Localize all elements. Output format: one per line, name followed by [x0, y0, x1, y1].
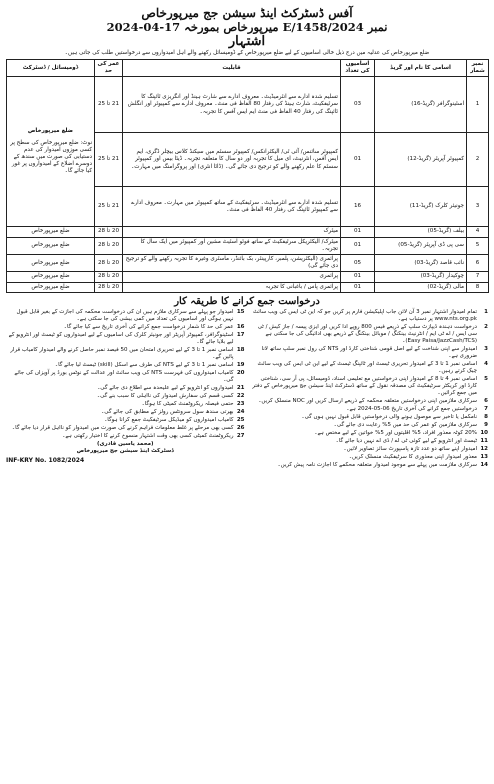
instruction-text: ٹیسٹ اور انٹرویو کے لیے کوئی ٹی اے / ڈی اے نہیں دیا جائے گا۔ — [335, 437, 477, 444]
cell-serial: 3 — [467, 187, 489, 227]
cell-age: 21 تا 25 — [95, 187, 123, 227]
instruction-text: کامیاب امیدواروں کو میڈیکل سرٹیفکیٹ جمع کرانا ہوگا۔ — [104, 416, 234, 423]
cell-post: جونیئر کلرک (گریڈ-11) — [375, 187, 467, 227]
cell-qualification: تسلیم شدہ ادارے سے انٹرمیڈیٹ۔ سرٹیفکیٹ کے ساتھ کمپیوٹر میں مہارت۔ معروف ادارے سے کمپیوٹر ٹائپنگ کی رفتار 40 الفاظ فی منٹ۔ — [123, 187, 341, 227]
instruction-text: نامکمل یا تاخیر سے موصول ہونے والی درخواستیں قابل قبول نہیں ہوں گی۔ — [301, 413, 477, 420]
instruction-text: امیدوار جو پہلے سے سرکاری ملازم ہیں ان کی درخواست محکمہ کی اجازت کے بغیر قابل قبول نہیں ہوگی اور اسامیوں کی تعداد میں کمی بیشی کی جا سکتی ہے۔ — [16, 308, 234, 322]
header — [6, 6, 488, 49]
instruction-item — [6, 362, 245, 369]
instruction-text: 20% کوٹہ معذور افراد، 5% اقلیتوں اور 5% خواتین کے لیے مختص ہے۔ — [314, 429, 477, 436]
instruction-item — [250, 446, 489, 453]
instructions-columns — [6, 309, 488, 470]
office-name: آفس ڈسٹرکٹ اینڈ سیشن جج میرپورخاص — [141, 6, 353, 20]
instruction-item — [250, 462, 489, 469]
table-row — [7, 272, 489, 282]
cell-age: 20 تا 28 — [95, 282, 123, 292]
instruction-item — [6, 409, 245, 416]
instruction-text: کسی بھی مرحلے پر غلط معلومات فراہم کرنے کی صورت میں امیدوار کو نااہل قرار دیا جائے گا۔ — [11, 424, 234, 431]
cell-age: 21 تا 25 — [95, 77, 123, 133]
table-row — [7, 77, 489, 133]
instructions-right-column — [250, 309, 489, 470]
table-row — [7, 282, 489, 292]
instruction-text: عمر کی حد کا شمار درخواست جمع کرانے کی آخری تاریخ سے کیا جائے گا۔ — [63, 323, 234, 330]
instruction-number: 21 — [236, 384, 245, 391]
cell-post: چوکیدار (گریڈ-03) — [375, 272, 467, 282]
instruction-number: 2 — [484, 323, 488, 330]
instruction-text: اسامی نمبر 1 تا 3 کے لیے تحریری امتحان میں 50 فیصد نمبر حاصل کرنے والے امیدوار کامیاب قرار پائیں گے۔ — [10, 346, 234, 360]
instruction-text: درخواستیں جمع کرانے کی آخری تاریخ 06-05-2024 ہے۔ — [346, 405, 477, 412]
instruction-item — [6, 425, 245, 432]
cell-qualification: میٹرک/ الیکٹریکل سرٹیفکیٹ کے ساتھ فوٹو اسٹیٹ مشین اور کمپیوٹر میں ایک سال کا تجربہ۔ — [123, 237, 341, 254]
ad-title: اشتہار — [228, 34, 266, 49]
cell-qualification: پرائمری — [123, 272, 341, 282]
age-note: نوٹ: ضلع میرپورخاص کی سطح پر کسی موزوں امیدوار کی عدم دستیابی کی صورت میں سندھ کے دوسرے اضلاع کے امیدواروں پر غور کیا جائے گا۔ — [10, 139, 92, 175]
instruction-number: 11 — [480, 437, 488, 444]
instructions-title: درخواست جمع کرانے کا طریقہ کار — [174, 295, 320, 307]
reference-line: نمبر E/1458/2024 میرپورخاص بمورخہ 17-04-2024 — [106, 20, 388, 34]
signature-block — [6, 441, 245, 464]
instruction-number: 24 — [236, 408, 245, 415]
table-row — [7, 237, 489, 254]
cell-post: بیلف (گریڈ-05) — [375, 227, 467, 237]
instruction-number: 19 — [236, 361, 245, 368]
cell-domicile: ضلع میرپورخاص — [7, 237, 95, 254]
instruction-number: 7 — [484, 405, 488, 412]
instruction-item — [6, 324, 245, 331]
cell-qualification: پرائمری پاس / باغبانی کا تجربہ — [123, 282, 341, 292]
instruction-text: درخواست دہندہ ڈیپازٹ سلپ کے ذریعے فیس 800 روپے ادا کریں اور ایزی پیسہ / جاز کیش / ٹی سی ایس / اے ٹی ایم / انٹرنیٹ بینکنگ / موبائل بینکنگ کے ذریعے بھی ادائیگی کی جا سکتی ہے (Easy Paisa/JazzCash/TCS)۔ — [257, 323, 477, 344]
instruction-item — [6, 370, 245, 384]
instruction-text: اسامی نمبر 1 تا 3 کے امیدوار تحریری ٹیسٹ اور ٹائپنگ ٹیسٹ کے لیے این ٹی ایس کی ویب سائٹ چیک کرتے رہیں۔ — [257, 360, 477, 374]
cell-count: 03 — [341, 77, 375, 133]
instruction-number: 26 — [236, 424, 245, 431]
cell-domicile: ضلع میرپورخاص — [7, 282, 95, 292]
intro-text: ضلع میرپورخاص کی عدلیہ میں درج ذیل خالی اسامیوں کے لیے ضلع میرپورخاص کے ڈومیسائل رکھنے والے اہل امیدواروں سے درخواستیں طلب کی جاتی ہیں۔ — [64, 50, 430, 56]
cell-domicile: ضلع میرپورخاص — [7, 255, 95, 272]
instruction-text: امیدوار اپنے ساتھ دو عدد تازہ پاسپورٹ سائز تصاویر لائیں۔ — [343, 445, 477, 452]
domicile-label: ضلع میرپورخاص — [27, 128, 74, 135]
instruction-number: 23 — [236, 400, 245, 407]
instruction-number: 9 — [484, 421, 488, 428]
instruction-item — [6, 347, 245, 361]
instruction-item — [6, 417, 245, 424]
instruction-number: 15 — [236, 308, 245, 315]
cell-count: 05 — [341, 255, 375, 272]
instruction-number: 4 — [484, 360, 488, 367]
header-age: عمر کی حد — [95, 60, 123, 77]
instruction-number: 8 — [484, 413, 488, 420]
instruction-item — [250, 422, 489, 429]
instruction-text: اسٹینوگرافر، کمپیوٹر آپریٹر اور جونیئر کلرک کی اسامیوں کے لیے امیدواروں کو ٹیسٹ اور انٹرویو کے لیے بلایا جائے گا۔ — [8, 331, 234, 345]
instruction-text: سرکاری ملازمین کو عمر کی حد میں 5% رعایت دی جائے گی۔ — [333, 421, 477, 428]
instruction-text: امیدوار سے اپنی شناخت کے لیے اصل قومی شناختی کارڈ اور NTS کی رول نمبر سلپ ساتھ لانا ضروری ہے۔ — [261, 345, 477, 359]
header-serial: نمبر شمار — [467, 60, 489, 77]
cell-age: 20 تا 28 — [95, 255, 123, 272]
instruction-item — [6, 393, 245, 400]
cell-serial: 2 — [467, 133, 489, 187]
instruction-number: 14 — [480, 461, 488, 468]
instruction-number: 5 — [484, 375, 488, 382]
cell-post: کمپیوٹر آپریٹر (گریڈ-12) — [375, 133, 467, 187]
cell-count: 01 — [341, 237, 375, 254]
cell-post: نائب قاصد (گریڈ-03) — [375, 255, 467, 272]
instruction-text: کسی قسم کی سفارش امیدوار کی نااہلی کا سبب بنے گی۔ — [96, 392, 234, 399]
instruction-item — [250, 454, 489, 461]
cell-qualification: کمپیوٹر سائنس/ آئی ٹی/ الیکٹرانکس/ کمپیوٹر سسٹم میں سیکنڈ کلاس بیچلر ڈگری، ایم ایس آفس، انٹرنیٹ، ای میل کا تجربہ اور دو سال کا متعلقہ تجربہ۔ ڈیٹا بیس اور کمپیوٹر سسٹم کا علم رکھنے والے کو ترجیح دی جائے گی۔ (ڈاٹا انٹری) اور پروگرامنگ میں مہارت۔ — [123, 133, 341, 187]
instruction-text: اسامی نمبر 4 تا 8 کے امیدوار اپنی درخواستیں مع تعلیمی اسناد، ڈومیسائل، پی آر سی، شناختی کارڈ اور کریکٹر سرٹیفکیٹ کی مصدقہ نقول کے ساتھ ڈسٹرکٹ اینڈ سیشن جج میرپورخاص کے دفتر میں جمع کرائیں۔ — [252, 375, 477, 396]
instruction-item — [250, 346, 489, 360]
cell-domicile: ضلع میرپورخاص — [7, 227, 95, 237]
instruction-item — [250, 309, 489, 323]
cell-domicile: ضلع میرپورخاص — [7, 272, 95, 282]
header-domicile: ڈومیسائل / ڈسٹرکٹ — [7, 60, 95, 77]
cell-serial: 4 — [467, 227, 489, 237]
instruction-number: 10 — [480, 429, 488, 436]
instruction-item — [250, 324, 489, 345]
instruction-text: سرکاری ملازمت میں پہلے سے موجود امیدوار متعلقہ محکمے کا اجازت نامہ پیش کریں۔ — [277, 461, 477, 468]
header-count: اسامیوں کی تعداد — [341, 60, 375, 77]
instruction-item — [6, 433, 245, 440]
cell-count: 01 — [341, 282, 375, 292]
cell-age: 20 تا 28 — [95, 272, 123, 282]
cell-qualification: تسلیم شدہ ادارے سے انٹرمیڈیٹ۔ معروف ادارے سے شارٹ ہینڈ اور انگریزی ٹائپنگ کا سرٹیفکیٹ، شارٹ ہینڈ کی رفتار 80 الفاظ فی منٹ۔ معروف ادارے سے کمپیوٹر اور انگلش ٹائپنگ کی رفتار 40 الفاظ فی منٹ ایم ایس آفس کا تجربہ۔ — [123, 77, 341, 133]
instruction-text: امیدواروں کو انٹرویو کے لیے علیحدہ سے اطلاع دی جائے گی۔ — [97, 384, 234, 391]
cell-count: 01 — [341, 272, 375, 282]
cell-serial: 7 — [467, 272, 489, 282]
instruction-number: 6 — [484, 397, 488, 404]
instruction-item — [6, 385, 245, 392]
instruction-item — [250, 438, 489, 445]
cell-count: 16 — [341, 187, 375, 227]
header-post: اسامی کا نام اور گریڈ — [375, 60, 467, 77]
cell-post: سی پی ڈی آپریٹر (گریڈ-05) — [375, 237, 467, 254]
instruction-text: سرکاری ملازمین اپنی درخواستیں متعلقہ محکمہ کے ذریعے ارسال کریں اور NOC منسلک کریں۔ — [258, 397, 477, 404]
cell-qualification: پرائمری (الیکٹریشن، پلمبر، کارپینٹر، بک بائنڈر، ماسٹری وغیرہ کا تجربہ رکھنے والے کو ترجیح دی جائے گی) — [123, 255, 341, 272]
cell-age: 20 تا 28 — [95, 227, 123, 237]
inf-reference: INF-KRY No. 1082/2024 — [6, 456, 85, 464]
instruction-item — [250, 414, 489, 421]
instruction-item — [6, 309, 245, 323]
instructions-left-column — [6, 309, 245, 470]
instruction-item — [6, 401, 245, 408]
instruction-number: 3 — [484, 345, 488, 352]
cell-qualification: میٹرک — [123, 227, 341, 237]
instruction-text: بھرتی سندھ سول سرونٹس رولز کے مطابق کی جائے گی۔ — [101, 408, 234, 415]
header-qualification: قابلیت — [123, 60, 341, 77]
instruction-item — [250, 406, 489, 413]
instruction-item — [250, 376, 489, 397]
table-row — [7, 255, 489, 272]
cell-serial: 6 — [467, 255, 489, 272]
instruction-number: 17 — [236, 331, 245, 338]
instruction-text: حتمی فیصلہ ریکروٹمنٹ کمیٹی کا ہوگا۔ — [141, 400, 234, 407]
instruction-number: 13 — [480, 453, 488, 460]
instruction-item — [250, 430, 489, 437]
instruction-text: معذور امیدوار اپنی معذوری کا سرٹیفکیٹ منسلک کریں۔ — [348, 453, 477, 460]
instruction-text: کامیاب امیدواروں کی فہرست NTS کی ویب سائٹ اور عدالت کے نوٹس بورڈ پر آویزاں کی جائے گی۔ — [14, 369, 234, 383]
instruction-number: 22 — [236, 392, 245, 399]
instruction-number: 12 — [480, 445, 488, 452]
cell-count: 01 — [341, 133, 375, 187]
cell-age: 20 تا 28 — [95, 237, 123, 254]
vacancies-table — [6, 59, 489, 293]
instruction-number: 25 — [236, 416, 245, 423]
cell-count: 01 — [341, 227, 375, 237]
instruction-text: اسامی نمبر 1 تا 3 کے لیے NTS کی طرف سے اسکل (skill) ٹیسٹ لیا جائے گا۔ — [54, 361, 234, 368]
cell-post: مالی (گریڈ-02) — [375, 282, 467, 292]
table-header-row — [7, 60, 489, 77]
instruction-item — [250, 361, 489, 375]
instruction-number: 20 — [236, 369, 245, 376]
instruction-item — [250, 398, 489, 405]
cell-serial: 1 — [467, 77, 489, 133]
instruction-text: ریکروٹمنٹ کمیٹی کسی بھی وقت اشتہار منسوخ کرنے کا اختیار رکھتی ہے۔ — [62, 432, 234, 439]
instructions-left-list — [6, 309, 245, 440]
cell-serial: 5 — [467, 237, 489, 254]
instruction-number: 1 — [484, 308, 488, 315]
instruction-number: 27 — [236, 432, 245, 439]
cell-serial: 8 — [467, 282, 489, 292]
table-row — [7, 227, 489, 237]
cell-post: اسٹینوگرافر (گریڈ-16) — [375, 77, 467, 133]
instruction-item — [6, 332, 245, 346]
signature-name: (محمد یاسین قادری) — [96, 440, 154, 447]
instruction-number: 18 — [236, 346, 245, 353]
signature-title: ڈسٹرکٹ اینڈ سیشن جج میرپورخاص — [76, 447, 174, 454]
cell-age: 21 تا 25 — [95, 133, 123, 187]
instruction-text: تمام امیدوار اشتہار نمبر 3 آن لائن جاب اپلیکیشن فارم پر کریں جو کہ این ٹی ایس کی ویب سائٹ www.nts.org.pk پر دستیاب ہے۔ — [253, 308, 477, 322]
instruction-number: 16 — [236, 323, 245, 330]
cell-domicile-note — [7, 77, 95, 227]
